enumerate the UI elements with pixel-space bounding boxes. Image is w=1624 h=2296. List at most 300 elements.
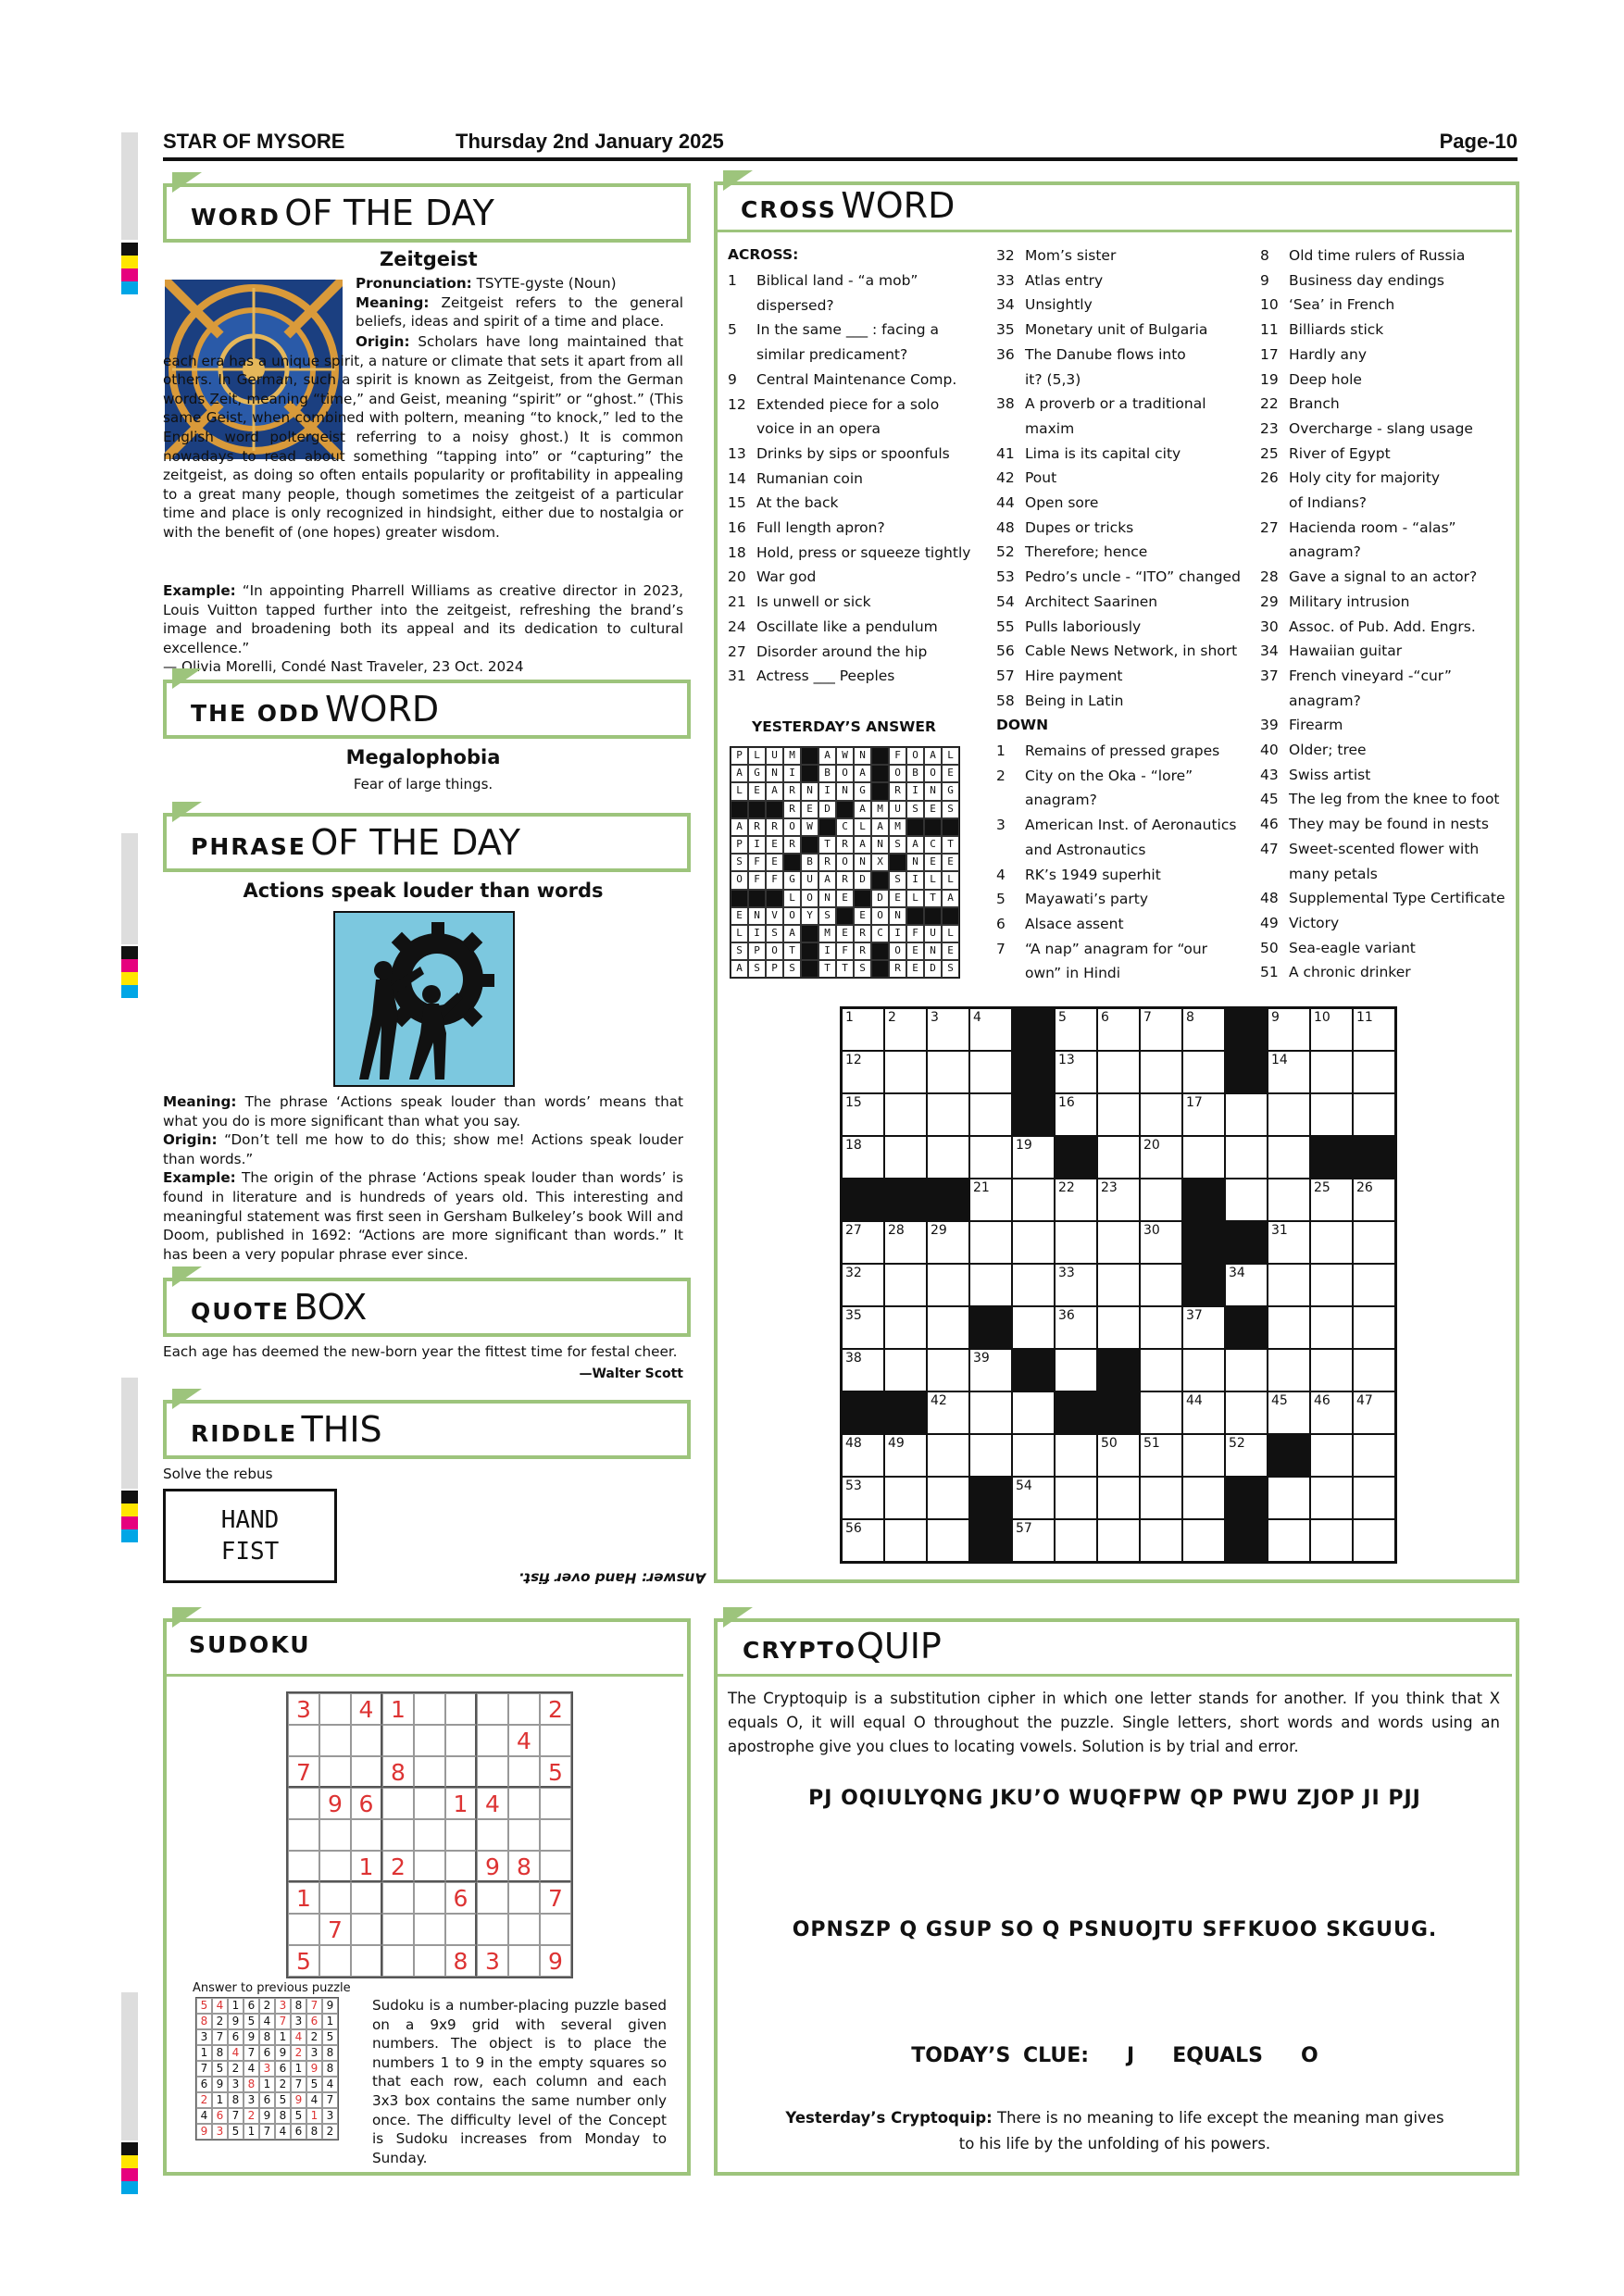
sudoku-cell[interactable] (351, 1914, 382, 1945)
crossword-cell[interactable] (1140, 1349, 1182, 1391)
crossword-cell[interactable] (1225, 1264, 1268, 1306)
sudoku-cell[interactable] (445, 1756, 477, 1788)
register-marks-6 (121, 1992, 138, 2140)
sudoku-answer-cell: 2 (228, 2061, 244, 2077)
crossword-cell[interactable] (969, 1391, 1012, 1434)
clue-item (728, 268, 976, 293)
crossword-cell[interactable] (1225, 1093, 1268, 1136)
sudoku-cell[interactable] (414, 1756, 445, 1788)
crossword-cell[interactable] (1182, 1349, 1225, 1391)
sudoku-cell[interactable] (540, 1914, 571, 1945)
sudoku-answer-cell: 6 (291, 2124, 306, 2140)
sudoku-cell[interactable] (382, 1819, 414, 1851)
answer-cell: O (889, 942, 906, 960)
crossword-block (927, 1179, 969, 1221)
sudoku-cell[interactable] (540, 1851, 571, 1882)
sudoku-cell[interactable] (414, 1882, 445, 1914)
crossword-cell[interactable] (1268, 1264, 1310, 1306)
crossword-cell[interactable] (1012, 1477, 1055, 1519)
answer-cell: F (748, 854, 766, 871)
crossword-cell[interactable] (1097, 1051, 1140, 1093)
crossword-cell[interactable] (1097, 1179, 1140, 1221)
sudoku-cell[interactable]: 6 (445, 1882, 477, 1914)
crossword-cell[interactable] (1268, 1221, 1310, 1264)
clue-item (728, 590, 976, 615)
crossword-cell[interactable] (1310, 1008, 1353, 1051)
sudoku-cell[interactable] (477, 1882, 508, 1914)
crossword-cell[interactable] (1310, 1434, 1353, 1477)
sudoku-cell[interactable]: 8 (508, 1851, 540, 1882)
answer-cell: U (766, 747, 783, 765)
sudoku-cell[interactable]: 8 (445, 1945, 477, 1977)
answer-block (871, 747, 889, 765)
clue-number: 38 (996, 395, 1015, 413)
crossword-cell[interactable] (1268, 1136, 1310, 1179)
zeitgeist-entry (356, 274, 683, 331)
phrase-title-large: OF THE DAY (310, 822, 520, 863)
clue-text: Hold, press or squeeze tightly (756, 543, 971, 561)
sudoku-cell[interactable]: 8 (382, 1756, 414, 1788)
crossword-cell[interactable] (1012, 1434, 1055, 1477)
clue-number: 29 (1260, 593, 1279, 610)
crossword-cell[interactable] (1353, 1349, 1395, 1391)
answer-cell: N (766, 765, 783, 782)
crossword-cell[interactable] (1055, 1051, 1097, 1093)
crossword-cell[interactable] (1140, 1434, 1182, 1477)
crossword-cell[interactable] (1097, 1136, 1140, 1179)
sudoku-answer-cell: 7 (228, 2108, 244, 2124)
crossword-cell[interactable] (842, 1264, 884, 1306)
crossword-cell[interactable] (969, 1434, 1012, 1477)
crossword-cell[interactable] (1268, 1519, 1310, 1562)
sudoku-cell[interactable]: 5 (540, 1756, 571, 1788)
crossword-cell[interactable] (1140, 1519, 1182, 1562)
sudoku-cell[interactable] (540, 1788, 571, 1819)
crossword-cell[interactable] (1055, 1008, 1097, 1051)
sudoku-cell[interactable]: 7 (540, 1882, 571, 1914)
crossword-cell[interactable] (884, 1519, 927, 1562)
crossword-cell[interactable] (842, 1221, 884, 1264)
sudoku-cell[interactable] (508, 1788, 540, 1819)
answer-cell: N (906, 854, 924, 871)
crossword-cell[interactable] (842, 1136, 884, 1179)
crossword-cell[interactable] (1097, 1434, 1140, 1477)
answer-cell: X (871, 854, 889, 871)
sudoku-cell[interactable] (319, 1851, 351, 1882)
sudoku-cell[interactable] (414, 1945, 445, 1977)
crossword-cell[interactable] (1097, 1221, 1140, 1264)
crossword-cell[interactable] (1182, 1136, 1225, 1179)
crossword-cell[interactable] (969, 1179, 1012, 1221)
sudoku-cell[interactable] (351, 1819, 382, 1851)
answer-cell: E (889, 890, 906, 907)
sudoku-cell[interactable] (477, 1914, 508, 1945)
sudoku-answer-cell: 1 (291, 2061, 306, 2077)
crossword-cell[interactable] (1225, 1349, 1268, 1391)
sudoku-cell[interactable]: 4 (477, 1788, 508, 1819)
crossword-cell[interactable] (1353, 1093, 1395, 1136)
sudoku-cell[interactable] (508, 1882, 540, 1914)
sudoku-cell[interactable] (319, 1882, 351, 1914)
sudoku-cell[interactable] (445, 1914, 477, 1945)
crossword-cell[interactable] (1353, 1051, 1395, 1093)
crossword-cell[interactable] (1055, 1477, 1097, 1519)
crossword-cell[interactable] (1055, 1221, 1097, 1264)
crossword-cell[interactable] (969, 1008, 1012, 1051)
sudoku-cell[interactable]: 3 (477, 1945, 508, 1977)
cell-number: 51 (1143, 1436, 1160, 1451)
crossword-block (1182, 1264, 1225, 1306)
answer-cell: R (783, 801, 801, 818)
answer-cell: A (924, 747, 942, 765)
sudoku-cell[interactable]: 1 (351, 1851, 382, 1882)
sudoku-cell[interactable] (351, 1945, 382, 1977)
crossword-cell[interactable] (1353, 1519, 1395, 1562)
sudoku-cell[interactable] (477, 1725, 508, 1756)
sudoku-cell[interactable] (288, 1914, 319, 1945)
sudoku-cell[interactable] (414, 1819, 445, 1851)
sudoku-cell[interactable]: 2 (540, 1693, 571, 1725)
crossword-cell[interactable] (1140, 1264, 1182, 1306)
sudoku-answer-cell: 8 (212, 2045, 228, 2061)
cell-number: 33 (1058, 1266, 1075, 1280)
crossword-cell[interactable] (842, 1349, 884, 1391)
crossword-cell[interactable] (1268, 1477, 1310, 1519)
meaning-label: Meaning: (356, 293, 430, 311)
crossword-cell[interactable] (1140, 1179, 1182, 1221)
clue-number: 48 (1260, 890, 1279, 907)
crossword-cell[interactable] (969, 1221, 1012, 1264)
sudoku-answer-cell: 9 (259, 2108, 275, 2124)
odd-word-banner (163, 680, 691, 739)
sudoku-cell[interactable]: 3 (288, 1693, 319, 1725)
crossword-cell[interactable] (1140, 1306, 1182, 1349)
crossword-cell[interactable] (1182, 1306, 1225, 1349)
register-marks-3 (121, 946, 138, 998)
clue-item (1260, 615, 1510, 640)
sudoku-cell[interactable]: 9 (319, 1788, 351, 1819)
crossword-cell[interactable] (1012, 1221, 1055, 1264)
sudoku-cell[interactable] (445, 1819, 477, 1851)
crossword-cell[interactable] (1310, 1179, 1353, 1221)
sudoku-cell[interactable] (288, 1788, 319, 1819)
crossword-cell[interactable] (1182, 1477, 1225, 1519)
sudoku-cell[interactable]: 1 (288, 1882, 319, 1914)
sudoku-cell[interactable] (319, 1756, 351, 1788)
crossword-cell[interactable] (842, 1434, 884, 1477)
sudoku-cell[interactable] (351, 1882, 382, 1914)
crossword-cell[interactable] (1182, 1008, 1225, 1051)
sudoku-cell[interactable] (477, 1819, 508, 1851)
crossword-cell[interactable] (927, 1093, 969, 1136)
sudoku-answer-cell: 2 (291, 2045, 306, 2061)
crossword-cell[interactable] (842, 1477, 884, 1519)
crossword-cell[interactable] (927, 1136, 969, 1179)
sudoku-cell[interactable] (540, 1725, 571, 1756)
crossword-cell[interactable] (1097, 1519, 1140, 1562)
word-of-day-title-large: OF THE DAY (284, 193, 494, 233)
crossword-cell[interactable] (1097, 1477, 1140, 1519)
answer-cell: E (766, 836, 783, 854)
sudoku-grid[interactable] (286, 1691, 573, 1978)
sudoku-cell[interactable] (382, 1914, 414, 1945)
sudoku-cell[interactable] (414, 1693, 445, 1725)
crossword-cell[interactable] (884, 1477, 927, 1519)
clue-item (1260, 886, 1510, 911)
crossword-cell[interactable] (1268, 1051, 1310, 1093)
crossword-cell[interactable] (1055, 1093, 1097, 1136)
crossword-cell[interactable] (1182, 1051, 1225, 1093)
crossword-cell[interactable] (1012, 1519, 1055, 1562)
crossword-cell[interactable] (1140, 1477, 1182, 1519)
sudoku-cell[interactable] (319, 1819, 351, 1851)
sudoku-cell[interactable] (540, 1819, 571, 1851)
clue-item (728, 491, 976, 516)
sudoku-cell[interactable] (382, 1882, 414, 1914)
sudoku-cell[interactable] (319, 1693, 351, 1725)
crossword-cell[interactable] (1353, 1179, 1395, 1221)
cell-number: 56 (845, 1521, 862, 1536)
crossword-cell[interactable] (927, 1008, 969, 1051)
crossword-cell[interactable] (969, 1093, 1012, 1136)
crossword-cell[interactable] (1012, 1136, 1055, 1179)
crossword-cell[interactable] (1268, 1093, 1310, 1136)
crossword-cell[interactable] (1268, 1391, 1310, 1434)
clue-text: “A nap” anagram for “our (1025, 940, 1208, 957)
crossword-cell[interactable] (1268, 1349, 1310, 1391)
crossword-cell[interactable] (1310, 1477, 1353, 1519)
crossword-cell[interactable] (1310, 1306, 1353, 1349)
sudoku-cell[interactable] (351, 1756, 382, 1788)
sudoku-cell[interactable] (508, 1914, 540, 1945)
sudoku-cell[interactable]: 4 (351, 1693, 382, 1725)
banner-flag (172, 172, 202, 193)
crossword-cell[interactable] (1055, 1306, 1097, 1349)
page-number: Page-10 (1439, 130, 1518, 153)
sudoku-cell[interactable]: 4 (508, 1725, 540, 1756)
crossword-cell[interactable] (1310, 1391, 1353, 1434)
sudoku-cell[interactable] (445, 1693, 477, 1725)
crossword-cell[interactable] (1353, 1434, 1395, 1477)
crossword-cell[interactable] (884, 1264, 927, 1306)
sudoku-cell[interactable] (319, 1945, 351, 1977)
crossword-cell[interactable] (1353, 1477, 1395, 1519)
sudoku-cell[interactable]: 1 (445, 1788, 477, 1819)
crossword-cell[interactable] (1310, 1221, 1353, 1264)
crossword-cell[interactable] (1310, 1093, 1353, 1136)
answer-cell: G (854, 782, 871, 800)
crossword-cell[interactable] (927, 1519, 969, 1562)
crossword-cell[interactable] (884, 1008, 927, 1051)
sudoku-cell[interactable]: 2 (382, 1851, 414, 1882)
crossword-cell[interactable] (927, 1221, 969, 1264)
crossword-cell[interactable] (1353, 1221, 1395, 1264)
crossword-cell[interactable] (884, 1051, 927, 1093)
clue-number: 22 (1260, 395, 1279, 413)
sudoku-cell[interactable] (508, 1756, 540, 1788)
clue-item (996, 540, 1246, 565)
cell-number: 37 (1186, 1308, 1203, 1323)
sudoku-cell[interactable] (319, 1725, 351, 1756)
crossword-cell[interactable] (927, 1434, 969, 1477)
crossword-cell[interactable] (884, 1306, 927, 1349)
crossword-cell[interactable] (1055, 1179, 1097, 1221)
crossword-cell[interactable] (1055, 1434, 1097, 1477)
crossword-cell[interactable] (1225, 1136, 1268, 1179)
sudoku-cell[interactable]: 7 (319, 1914, 351, 1945)
crossword-cell[interactable] (1097, 1093, 1140, 1136)
crossword-cell[interactable] (1140, 1221, 1182, 1264)
sudoku-cell[interactable] (508, 1819, 540, 1851)
crossword-cell[interactable] (1310, 1349, 1353, 1391)
sudoku-cell[interactable]: 1 (382, 1693, 414, 1725)
sudoku-cell[interactable] (477, 1756, 508, 1788)
sudoku-cell[interactable]: 9 (477, 1851, 508, 1882)
crossword-cell[interactable] (1055, 1519, 1097, 1562)
answer-cell: O (836, 765, 854, 782)
crossword-cell[interactable] (842, 1306, 884, 1349)
crossword-cell[interactable] (1140, 1391, 1182, 1434)
down-clues-col3 (1260, 243, 1510, 985)
crossword-cell[interactable] (1097, 1306, 1140, 1349)
crossword-cell[interactable] (969, 1264, 1012, 1306)
crossword-cell[interactable] (1012, 1264, 1055, 1306)
crossword-cell[interactable] (1182, 1519, 1225, 1562)
sudoku-cell[interactable] (508, 1945, 540, 1977)
sudoku-answer-cell: 6 (244, 1998, 259, 2014)
crossword-cell[interactable] (1353, 1391, 1395, 1434)
crossword-cell[interactable] (1140, 1008, 1182, 1051)
sudoku-cell[interactable] (477, 1693, 508, 1725)
crossword-cell[interactable] (1140, 1093, 1182, 1136)
sudoku-cell[interactable] (382, 1945, 414, 1977)
cell-number: 28 (888, 1223, 905, 1238)
crossword-cell[interactable] (1097, 1264, 1140, 1306)
sudoku-answer-cell: 9 (196, 2124, 212, 2140)
sudoku-cell[interactable] (382, 1788, 414, 1819)
sudoku-cell[interactable]: 6 (351, 1788, 382, 1819)
crossword-cell[interactable] (1182, 1434, 1225, 1477)
teamwork-illustration (333, 911, 515, 1087)
crossword-cell[interactable] (969, 1051, 1012, 1093)
answer-cell: O (924, 765, 942, 782)
sudoku-cell[interactable] (288, 1851, 319, 1882)
answer-cell: N (818, 890, 836, 907)
sudoku-cell[interactable] (445, 1725, 477, 1756)
clue-text: Architect Saarinen (1025, 593, 1158, 610)
crossword-cell[interactable] (884, 1349, 927, 1391)
crossword-cell[interactable] (1140, 1136, 1182, 1179)
clue-number: 16 (728, 519, 746, 537)
clue-text: Business day endings (1289, 271, 1444, 289)
clue-item (1260, 689, 1510, 714)
crossword-cell[interactable] (1353, 1264, 1395, 1306)
crossword-cell[interactable] (884, 1093, 927, 1136)
crossword-cell[interactable] (842, 1008, 884, 1051)
crossword-cell[interactable] (1012, 1391, 1055, 1434)
sudoku-cell[interactable] (414, 1725, 445, 1756)
crossword-cell[interactable] (1310, 1264, 1353, 1306)
crossword-cell[interactable] (1225, 1179, 1268, 1221)
answer-cell: O (801, 890, 818, 907)
crossword-cell[interactable] (1140, 1051, 1182, 1093)
sudoku-cell[interactable] (351, 1725, 382, 1756)
crossword-cell[interactable] (927, 1349, 969, 1391)
crossword-cell[interactable] (884, 1136, 927, 1179)
crossword-cell[interactable] (1353, 1008, 1395, 1051)
crossword-cell[interactable] (927, 1477, 969, 1519)
sudoku-cell[interactable]: 7 (288, 1756, 319, 1788)
sudoku-cell[interactable] (288, 1725, 319, 1756)
crossword-cell[interactable] (1310, 1519, 1353, 1562)
crossword-cell[interactable] (927, 1051, 969, 1093)
crossword-cell[interactable] (1012, 1179, 1055, 1221)
sudoku-cell[interactable]: 9 (540, 1945, 571, 1977)
sudoku-cell[interactable] (414, 1788, 445, 1819)
crossword-cell[interactable] (1182, 1391, 1225, 1434)
sudoku-answer-cell: 7 (291, 2077, 306, 2092)
crossword-cell[interactable] (842, 1051, 884, 1093)
crossword-cell[interactable] (1055, 1264, 1097, 1306)
sudoku-answer-cell: 4 (275, 2124, 291, 2140)
sudoku-cell[interactable] (382, 1725, 414, 1756)
crossword-cell[interactable] (1310, 1051, 1353, 1093)
crossword-cell[interactable] (884, 1434, 927, 1477)
sudoku-cell[interactable] (508, 1693, 540, 1725)
crossword-block (1182, 1179, 1225, 1221)
crossword-cell[interactable] (1055, 1349, 1097, 1391)
clue-equals: EQUALS (1172, 2044, 1264, 2067)
clue-text: Rumanian coin (756, 469, 864, 487)
crossword-cell[interactable] (1353, 1306, 1395, 1349)
answer-cell: R (836, 836, 854, 854)
crossword-cell[interactable] (969, 1349, 1012, 1391)
sudoku-cell[interactable]: 5 (288, 1945, 319, 1977)
sudoku-answer-cell: 4 (196, 2108, 212, 2124)
crossword-block (1055, 1136, 1097, 1179)
crossword-cell[interactable] (969, 1136, 1012, 1179)
crossword-cell[interactable] (927, 1306, 969, 1349)
cell-number: 26 (1356, 1180, 1373, 1195)
crossword-cell[interactable] (884, 1221, 927, 1264)
answer-cell: O (871, 907, 889, 925)
crossword-cell[interactable] (1268, 1008, 1310, 1051)
sudoku-cell[interactable] (288, 1819, 319, 1851)
crossword-cell[interactable] (1182, 1093, 1225, 1136)
crossword-cell[interactable] (1268, 1306, 1310, 1349)
clue-text: ‘Sea’ in French (1289, 296, 1395, 314)
answer-cell: E (942, 942, 959, 960)
crossword-grid[interactable] (840, 1006, 1397, 1564)
crossword-cell[interactable] (927, 1264, 969, 1306)
crossword-cell[interactable] (842, 1093, 884, 1136)
answer-cell: M (783, 747, 801, 765)
crossword-cell[interactable] (1225, 1391, 1268, 1434)
banner-flag (172, 1267, 202, 1287)
crossword-cell[interactable] (842, 1519, 884, 1562)
crossword-cell[interactable] (1097, 1008, 1140, 1051)
sudoku-cell[interactable] (414, 1851, 445, 1882)
sudoku-cell[interactable] (414, 1914, 445, 1945)
sudoku-cell[interactable] (445, 1851, 477, 1882)
clue-item (996, 343, 1246, 368)
crossword-cell[interactable] (1012, 1306, 1055, 1349)
cell-number: 7 (1143, 1010, 1152, 1025)
crossword-cell[interactable] (1268, 1179, 1310, 1221)
crossword-cell[interactable] (1225, 1434, 1268, 1477)
sudoku-answer-cell: 5 (291, 2108, 306, 2124)
crossword-cell[interactable] (927, 1391, 969, 1434)
